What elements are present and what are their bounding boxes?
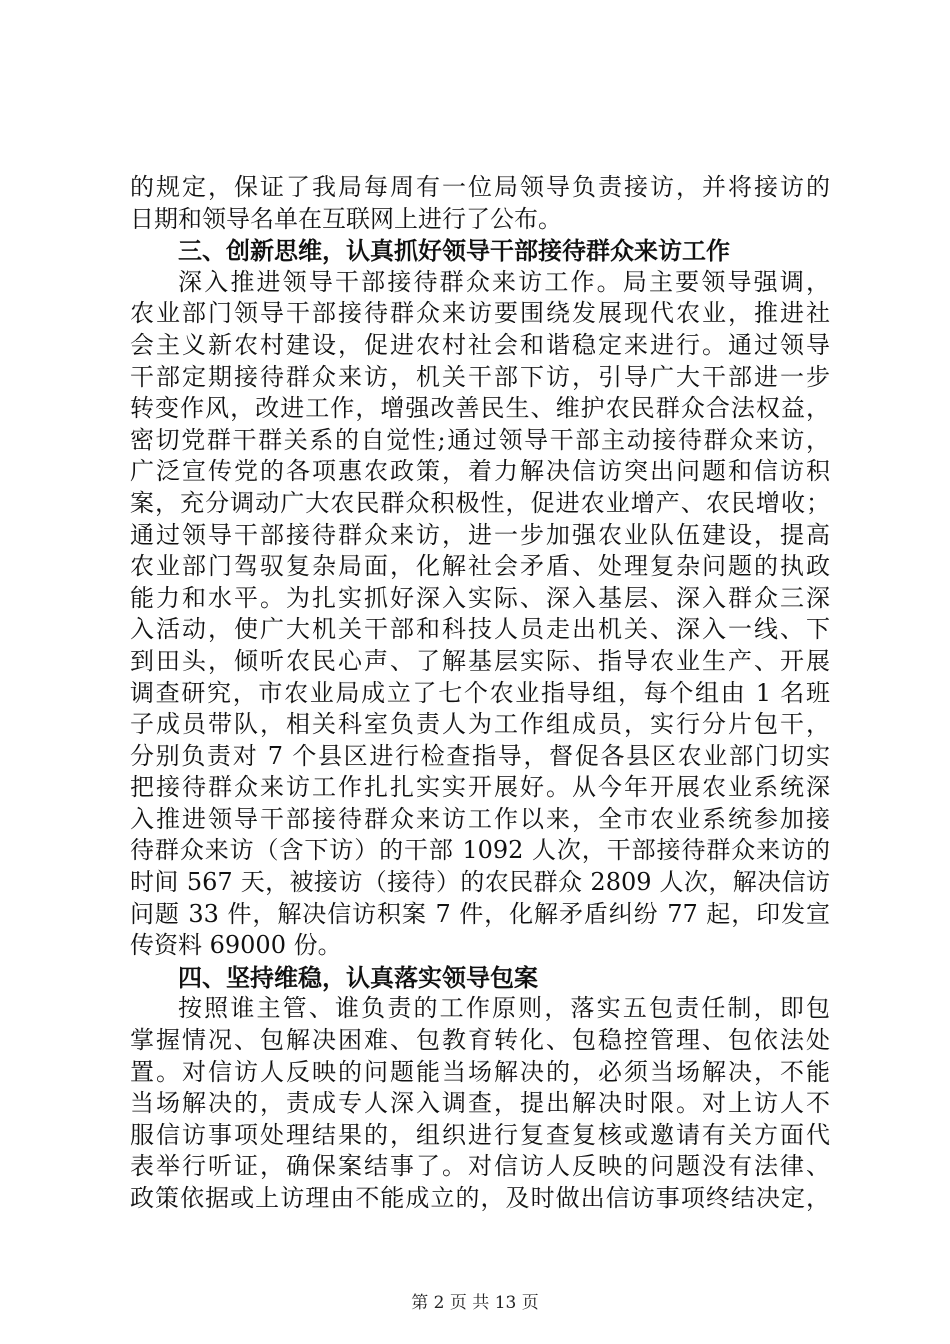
text-line: 的规定，保证了我局每周有一位局领导负责接访，并将接访的 <box>130 173 830 201</box>
text-line: 干部定期接待群众来访，机关干部下访，引导广大干部进一步 <box>130 362 830 391</box>
text-line: 当场解决的，责成专人深入调查，提出解决时限。对上访人不 <box>130 1089 830 1118</box>
text-line: 政策依据或上访理由不能成立的，及时做出信访事项终结决定， <box>130 1184 830 1212</box>
text-line: 农业部门领导干部接待群众来访要围绕发展现代农业，推进社 <box>130 299 830 328</box>
text-line: 转变作风，改进工作，增强改善民生、维护农民群众合法权益， <box>130 394 830 423</box>
text-line: 广泛宣传党的各项惠农政策，着力解决信访突出问题和信访积 <box>130 457 830 486</box>
text-line: 子成员带队，相关科室负责人为工作组成员，实行分片包干， <box>130 710 830 739</box>
text-line: 案，充分调动广大农民群众积极性，促进农业增产、农民增收； <box>130 488 830 517</box>
section-heading: 四、坚持维稳，认真落实领导包案 <box>178 962 538 992</box>
text-line: 深入推进领导干部接待群众来访工作。局主要领导强调， <box>178 267 830 296</box>
text-line: 掌握情况、包解决困难、包教育转化、包稳控管理、包依法处 <box>130 1026 830 1055</box>
text-line: 日期和领导名单在互联网上进行了公布。 <box>130 204 562 233</box>
text-line: 时间 567 天，被接访（接待）的农民群众 2809 人次，解决信访 <box>130 868 830 897</box>
text-line: 调查研究，市农业局成立了七个农业指导组，每个组由 1 名班 <box>130 678 830 707</box>
text-line: 把接待群众来访工作扎扎实实开展好。从今年开展农业系统深 <box>130 773 830 802</box>
text-line: 通过领导干部接待群众来访，进一步加强农业队伍建设，提高 <box>130 520 830 549</box>
text-line: 传资料 69000 份。 <box>130 931 342 960</box>
page-number-footer: 第 2 页 共 13 页 <box>411 1293 539 1313</box>
text-line: 会主义新农村建设，促进农村社会和谐稳定来进行。通过领导 <box>130 330 830 359</box>
document-body <box>130 172 830 1215</box>
text-line: 按照谁主管、谁负责的工作原则，落实五包责任制，即包 <box>178 994 830 1023</box>
text-line: 密切党群干群关系的自觉性;通过领导干部主动接待群众来访， <box>130 425 830 454</box>
text-line: 待群众来访（含下访）的干部 1092 人次，干部接待群众来访的 <box>130 836 830 865</box>
text-line: 问题 33 件，解决信访积案 7 件，化解矛盾纠纷 77 起，印发宣 <box>130 899 830 928</box>
text-line: 表举行听证，确保案结事了。对信访人反映的问题没有法律、 <box>130 1152 830 1181</box>
text-line: 入推进领导干部接待群众来访工作以来，全市农业系统参加接 <box>130 804 830 833</box>
text-line: 置。对信访人反映的问题能当场解决的，必须当场解决，不能 <box>130 1057 830 1086</box>
text-line: 能力和水平。为扎实抓好深入实际、深入基层、深入群众三深 <box>130 583 830 612</box>
text-line: 服信访事项处理结果的，组织进行复查复核或邀请有关方面代 <box>130 1120 830 1149</box>
text-line: 入活动，使广大机关干部和科技人员走出机关、深入一线、下 <box>130 615 830 644</box>
text-line: 分别负责对 7 个县区进行检查指导，督促各县区农业部门切实 <box>130 741 830 770</box>
text-line: 农业部门驾驭复杂局面，化解社会矛盾、处理复杂问题的执政 <box>130 552 830 581</box>
text-line: 到田头，倾听农民心声、了解基层实际、指导农业生产、开展 <box>130 646 830 675</box>
section-heading: 三、创新思维，认真抓好领导干部接待群众来访工作 <box>178 236 730 266</box>
